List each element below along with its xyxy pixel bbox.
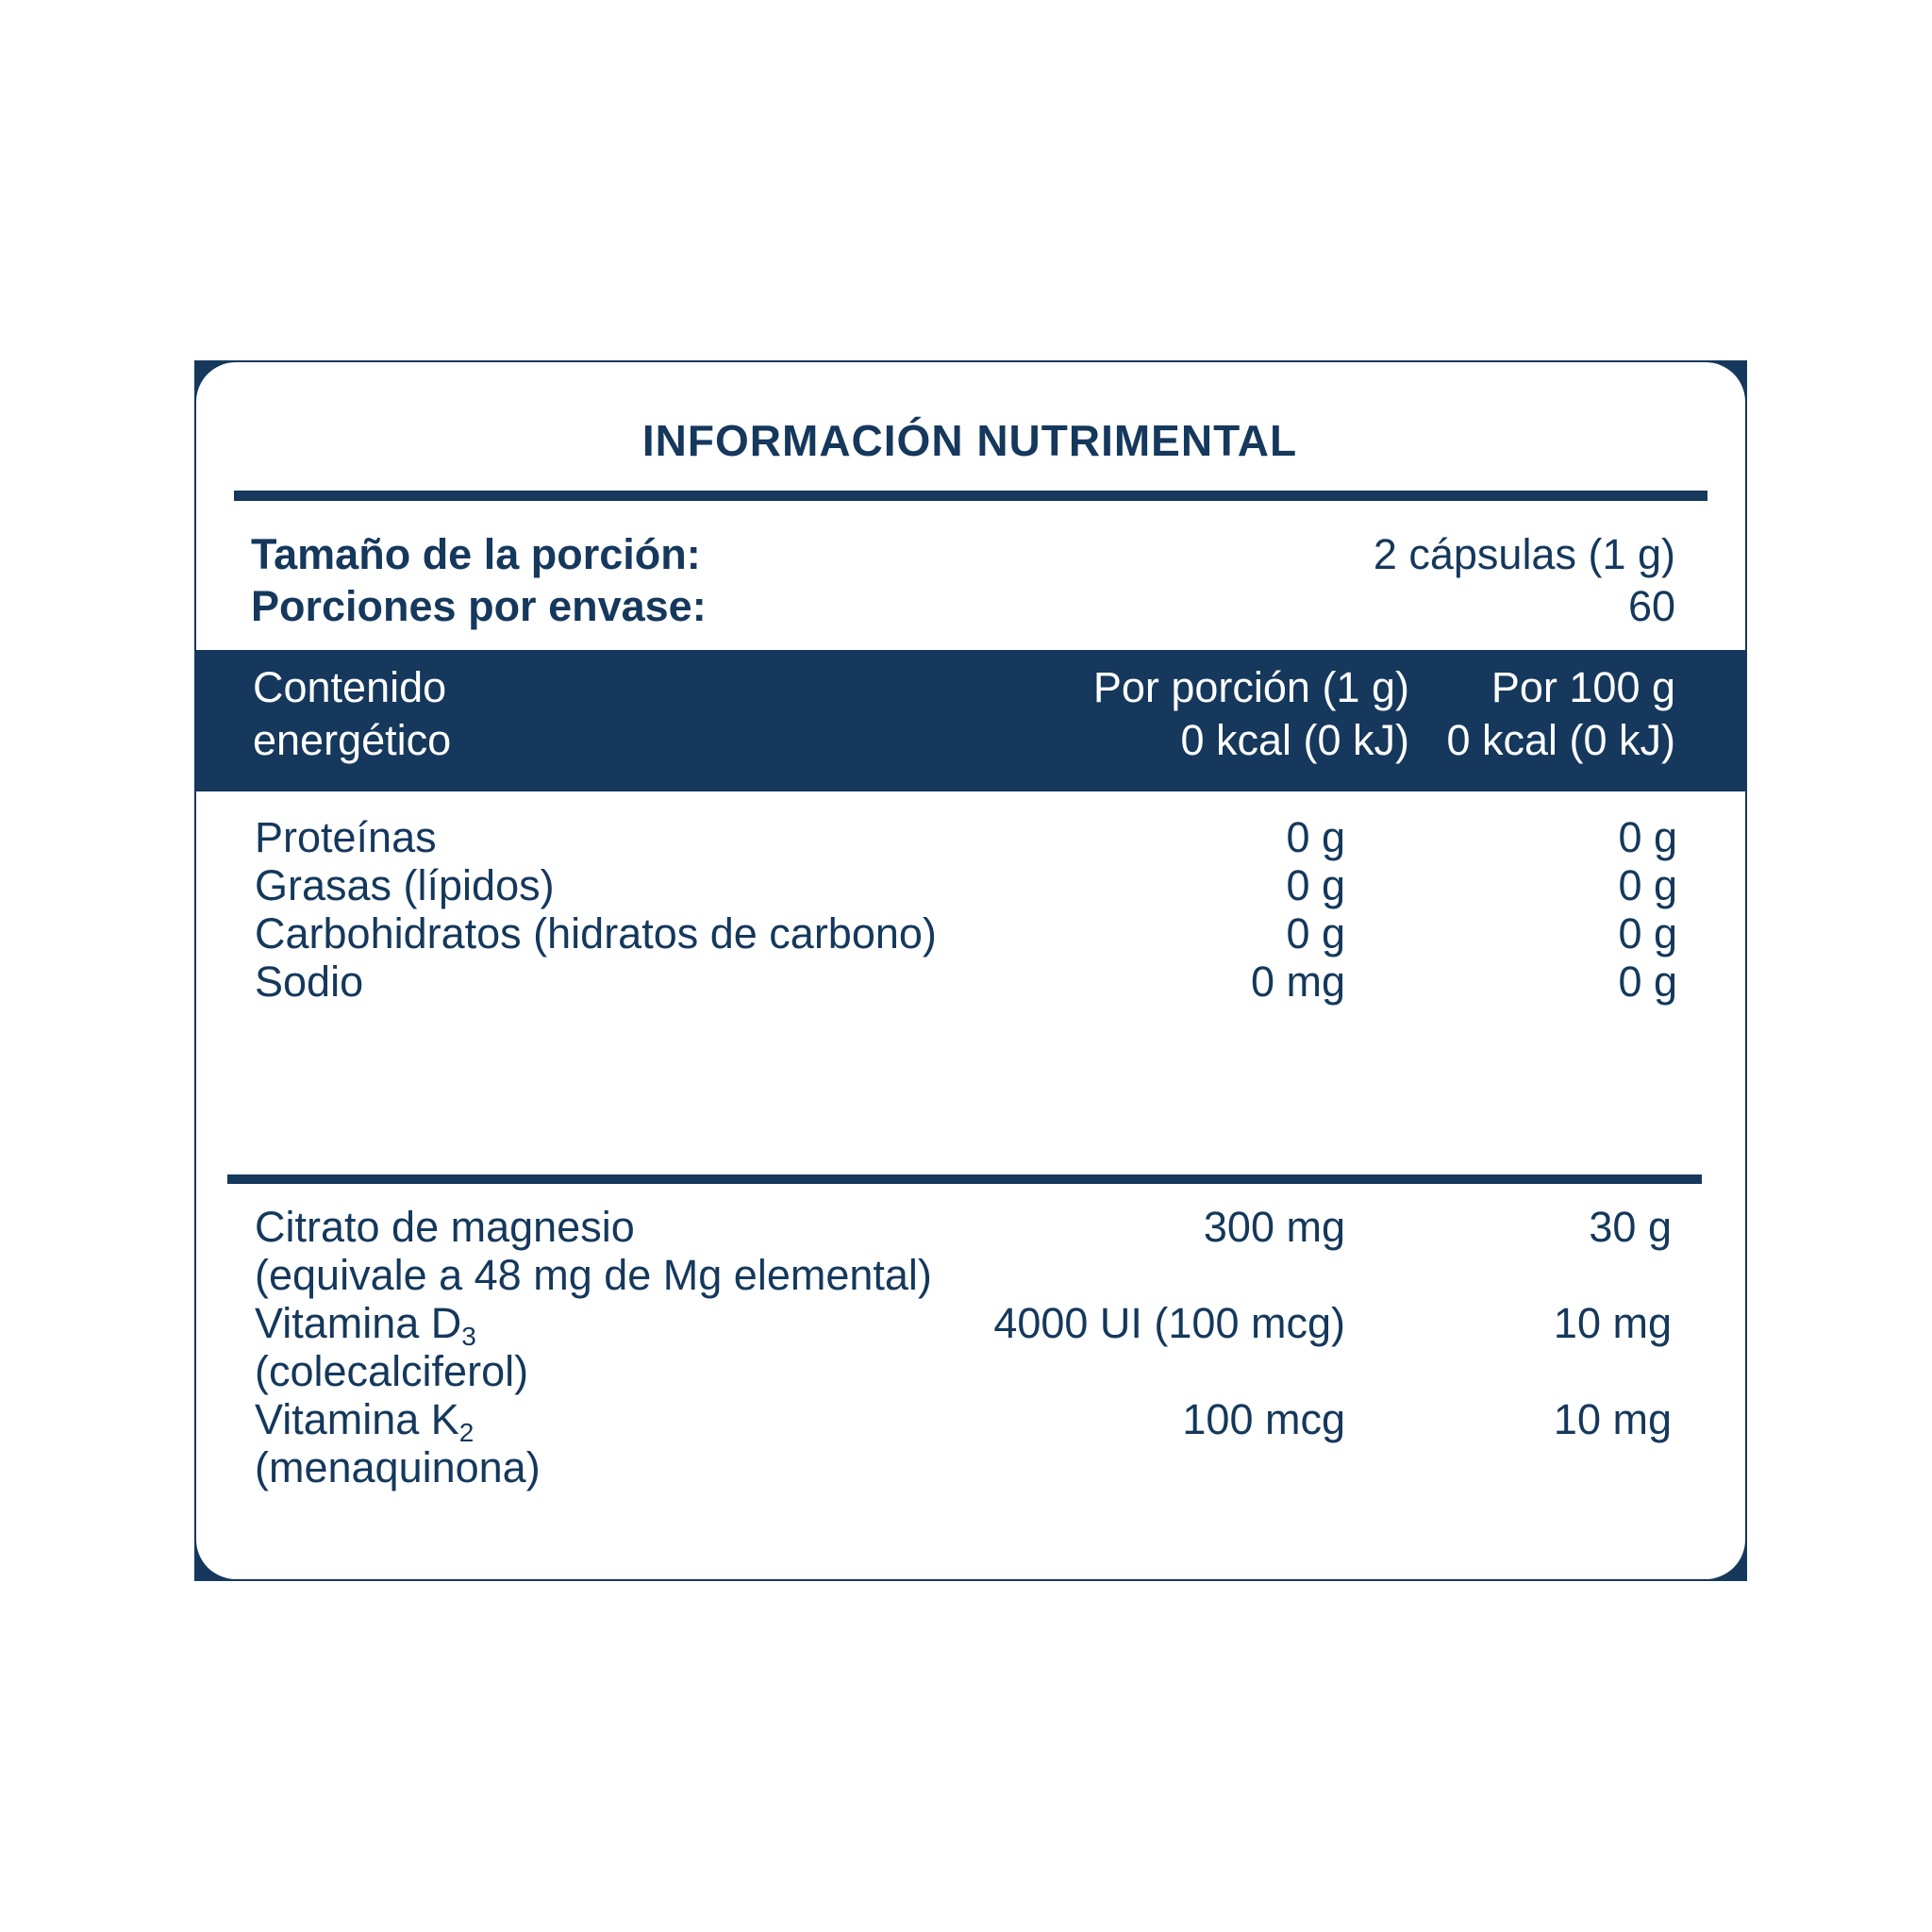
nutrient-per-100g: 0 g	[1618, 958, 1677, 1006]
supplement-per-100g: 10 mg	[1553, 1395, 1672, 1443]
energy-label-line2: energético	[253, 716, 452, 764]
supplement-detail: (colecalciferol)	[255, 1347, 529, 1395]
nutrient-per-portion: 0 g	[1286, 909, 1345, 958]
serving-size-value: 2 cápsulas (1 g)	[1373, 530, 1675, 578]
nutrient-per-100g: 0 g	[1618, 909, 1677, 958]
nutrient-per-portion: 0 g	[1286, 861, 1345, 909]
servings-per-container-label: Porciones por envase:	[251, 582, 707, 630]
serving-size-label: Tamaño de la porción:	[251, 530, 701, 578]
supplement-detail: (menaquinona)	[255, 1443, 541, 1491]
supplement-subscript: 3	[461, 1322, 476, 1351]
nutrient-per-100g: 0 g	[1618, 813, 1677, 861]
energy-label-line1: Contenido	[253, 663, 447, 711]
supplement-per-100g: 30 g	[1589, 1203, 1672, 1251]
per-100g-header: Por 100 g	[1491, 663, 1675, 711]
energy-label	[253, 661, 630, 767]
nutrient-row-sodium	[255, 958, 1677, 1007]
nutrient-row-carbohydrates	[255, 909, 1677, 958]
title-divider	[234, 491, 1707, 501]
supplement-row-vitamin-d3	[255, 1299, 1677, 1395]
servings-per-container-row	[251, 582, 1675, 635]
nutrient-name: Sodio	[255, 958, 364, 1006]
supplement-name	[255, 1299, 476, 1351]
servings-per-container-value: 60	[1627, 582, 1675, 630]
nutrient-name: Proteínas	[255, 813, 437, 861]
serving-size-row	[251, 530, 1675, 583]
supplement-per-portion: 4000 UI (100 mcg)	[993, 1299, 1345, 1347]
nutrient-row-fats	[255, 861, 1677, 910]
supplement-subscript: 2	[458, 1418, 475, 1447]
per-portion-header: Por porción (1 g)	[1092, 663, 1409, 711]
nutrient-per-portion: 0 g	[1286, 813, 1345, 861]
supplement-name	[255, 1395, 475, 1447]
energy-per-100g	[1298, 661, 1675, 767]
nutrient-name: Carbohidratos (hidratos de carbono)	[255, 909, 937, 958]
nutrient-name: Grasas (lípidos)	[255, 861, 555, 909]
energy-per-portion-value: 0 kcal (0 kJ)	[1180, 716, 1409, 764]
nutrient-row-proteins	[255, 813, 1677, 862]
energy-content-header	[194, 650, 1747, 791]
label-title: INFORMACIÓN NUTRIMENTAL	[641, 416, 1298, 465]
supplement-name	[255, 1203, 635, 1252]
supplement-name-text: Vitamina D	[255, 1299, 462, 1347]
supplement-per-100g: 10 mg	[1553, 1299, 1672, 1347]
supplement-row-vitamin-k2	[255, 1395, 1677, 1491]
energy-per-100g-value: 0 kcal (0 kJ)	[1446, 716, 1675, 764]
supplement-name-text: Vitamina K	[255, 1395, 459, 1443]
supplement-name-text: Citrato de magnesio	[255, 1203, 635, 1251]
supplement-detail: (equivale a 48 mg de Mg elemental)	[255, 1251, 932, 1299]
nutrient-per-100g: 0 g	[1618, 861, 1677, 909]
supplement-per-portion: 100 mcg	[1182, 1395, 1345, 1443]
supplement-row-magnesium	[255, 1203, 1677, 1299]
nutrient-per-portion: 0 mg	[1250, 958, 1345, 1006]
supplements-divider	[227, 1174, 1702, 1184]
supplement-per-portion: 300 mg	[1203, 1203, 1345, 1251]
